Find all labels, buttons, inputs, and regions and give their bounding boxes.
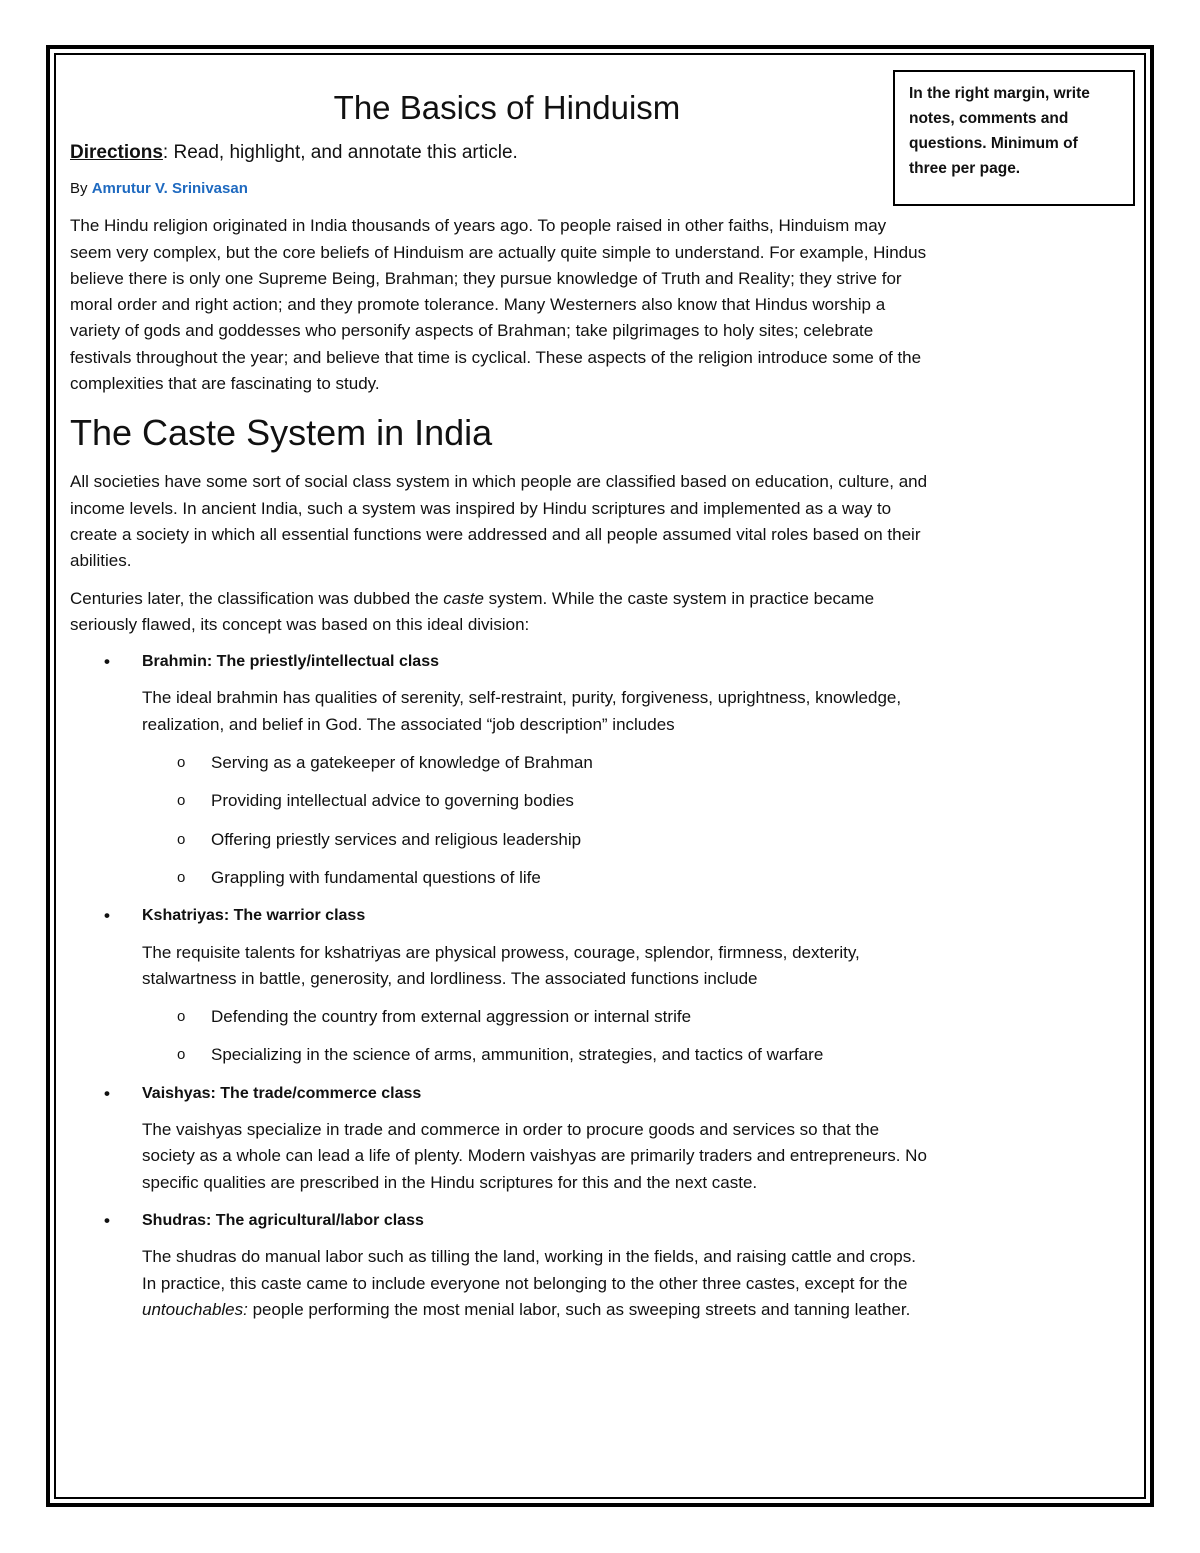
caste-heading bbox=[70, 649, 930, 675]
caste-kshatriyas bbox=[70, 903, 930, 1068]
caste-heading bbox=[70, 903, 930, 929]
sub-bullet-icon: o bbox=[177, 1008, 186, 1026]
byline-prefix: By bbox=[70, 180, 92, 197]
intro-paragraph: The Hindu religion originated in India thousands of years ago. To people raised in other faiths, Hinduism may seem very complex, but the core beliefs of Hinduism are actually quite simple to understand. For example, Hindus believe there is only one Supreme Being, Brahman; they pursue knowledge of Truth and Reality; they strive for moral order and right action; and they promote tolerance. Many Westerners also know that Hindus worship a variety of gods and goddesses who personify aspects of Brahman; take pilgrimages to holy sites; celebrate festivals throughout the year; and believe that time is cyclical. These aspects of the religion introduce some of the complexities that are fascinating to study. bbox=[70, 216, 927, 394]
section-heading: The Caste System in India bbox=[70, 412, 493, 454]
caste-heading bbox=[70, 1208, 930, 1234]
list-item bbox=[70, 1004, 930, 1030]
list-item-text: Specializing in the science of arms, ammunition, strategies, and tactics of warfare bbox=[211, 1045, 824, 1065]
caste-vaishyas bbox=[70, 1081, 930, 1196]
caste-title: Kshatriyas: The warrior class bbox=[142, 907, 366, 925]
caste-shudras bbox=[70, 1208, 930, 1323]
caste-term: caste bbox=[443, 588, 484, 608]
description-start: The shudras do manual labor such as tilling the land, working in the fields, and raising cattle and crops. In practice, this caste came to include everyone not belonging to the other three castes, except for the bbox=[142, 1247, 916, 1293]
untouchables-term: untouchables: bbox=[142, 1299, 248, 1319]
list-item bbox=[70, 788, 930, 814]
page-title: The Basics of Hinduism bbox=[333, 89, 681, 126]
bullet-icon: • bbox=[104, 1083, 110, 1103]
caste-description: The requisite talents for kshatriyas are physical prowess, courage, splendor, firmness, dexterity, stalwartness in battle, generosity, and lordliness. The associated functions include bbox=[142, 942, 860, 988]
directions bbox=[70, 138, 930, 168]
list-item-text: Grappling with fundamental questions of life bbox=[211, 867, 541, 887]
byline bbox=[70, 176, 930, 202]
list-item bbox=[70, 827, 930, 853]
author-link[interactable]: Amrutur V. Srinivasan bbox=[91, 180, 248, 197]
caste-title: Brahmin: The priestly/intellectual class bbox=[142, 653, 439, 671]
bullet-icon: • bbox=[104, 906, 110, 926]
list-item bbox=[70, 750, 930, 776]
paragraph-2-start: Centuries later, the classification was dubbed the bbox=[70, 588, 444, 608]
sub-bullet-icon: o bbox=[177, 830, 186, 848]
list-item-text: Offering priestly services and religious leadership bbox=[211, 829, 582, 849]
directions-label: Directions bbox=[70, 142, 163, 163]
margin-note-text: In the right margin, write notes, comments and questions. Minimum of three per page. bbox=[909, 85, 1090, 177]
caste-description: The vaishyas specialize in trade and commerce in order to procure goods and services so that the society as a whole can lead a life of plenty. Modern vaishyas are primarily traders and entrepreneurs. No specific qualities are prescribed in the Hindu scriptures for this and the next caste. bbox=[142, 1120, 927, 1192]
caste-title: Shudras: The agricultural/labor class bbox=[142, 1211, 424, 1229]
list-item-text: Serving as a gatekeeper of knowledge of Brahman bbox=[211, 753, 593, 773]
caste-brahmin bbox=[70, 649, 930, 891]
section-paragraph-1: All societies have some sort of social class system in which people are classified based on education, culture, and income levels. In ancient India, such a system was inspired by Hindu scriptures and implemented as a way to create a society in which all essential functions were addressed and all people assumed vital roles based on their abilities. bbox=[70, 472, 928, 571]
sub-bullet-icon: o bbox=[177, 1046, 186, 1064]
list-item-text: Providing intellectual advice to governing bodies bbox=[211, 791, 574, 811]
bullet-icon: • bbox=[104, 1210, 110, 1230]
sub-bullet-icon: o bbox=[177, 792, 186, 810]
paragraph-2-end: system. While the caste system in practice became seriously flawed, its concept was based on this ideal division: bbox=[70, 588, 875, 634]
article bbox=[70, 86, 930, 1335]
caste-heading bbox=[70, 1081, 930, 1107]
caste-title: Vaishyas: The trade/commerce class bbox=[142, 1084, 422, 1102]
sub-bullet-icon: o bbox=[177, 868, 186, 886]
sub-bullet-icon: o bbox=[177, 754, 186, 772]
list-item bbox=[70, 1042, 930, 1068]
section-paragraph-2 bbox=[70, 586, 930, 639]
caste-duties-list bbox=[70, 1004, 930, 1069]
list-item bbox=[70, 865, 930, 891]
directions-text: : Read, highlight, and annotate this article. bbox=[162, 142, 518, 163]
caste-description: The ideal brahmin has qualities of serenity, self-restraint, purity, forgiveness, uprightness, knowledge, realization, and belief in God. The associated “job description” includes bbox=[142, 688, 902, 734]
list-item-text: Defending the country from external aggression or internal strife bbox=[211, 1007, 692, 1027]
description-end: people performing the most menial labor, such as sweeping streets and tanning leather. bbox=[247, 1299, 911, 1319]
caste-duties-list bbox=[70, 750, 930, 891]
caste-description bbox=[70, 1244, 930, 1323]
bullet-icon: • bbox=[104, 652, 110, 672]
